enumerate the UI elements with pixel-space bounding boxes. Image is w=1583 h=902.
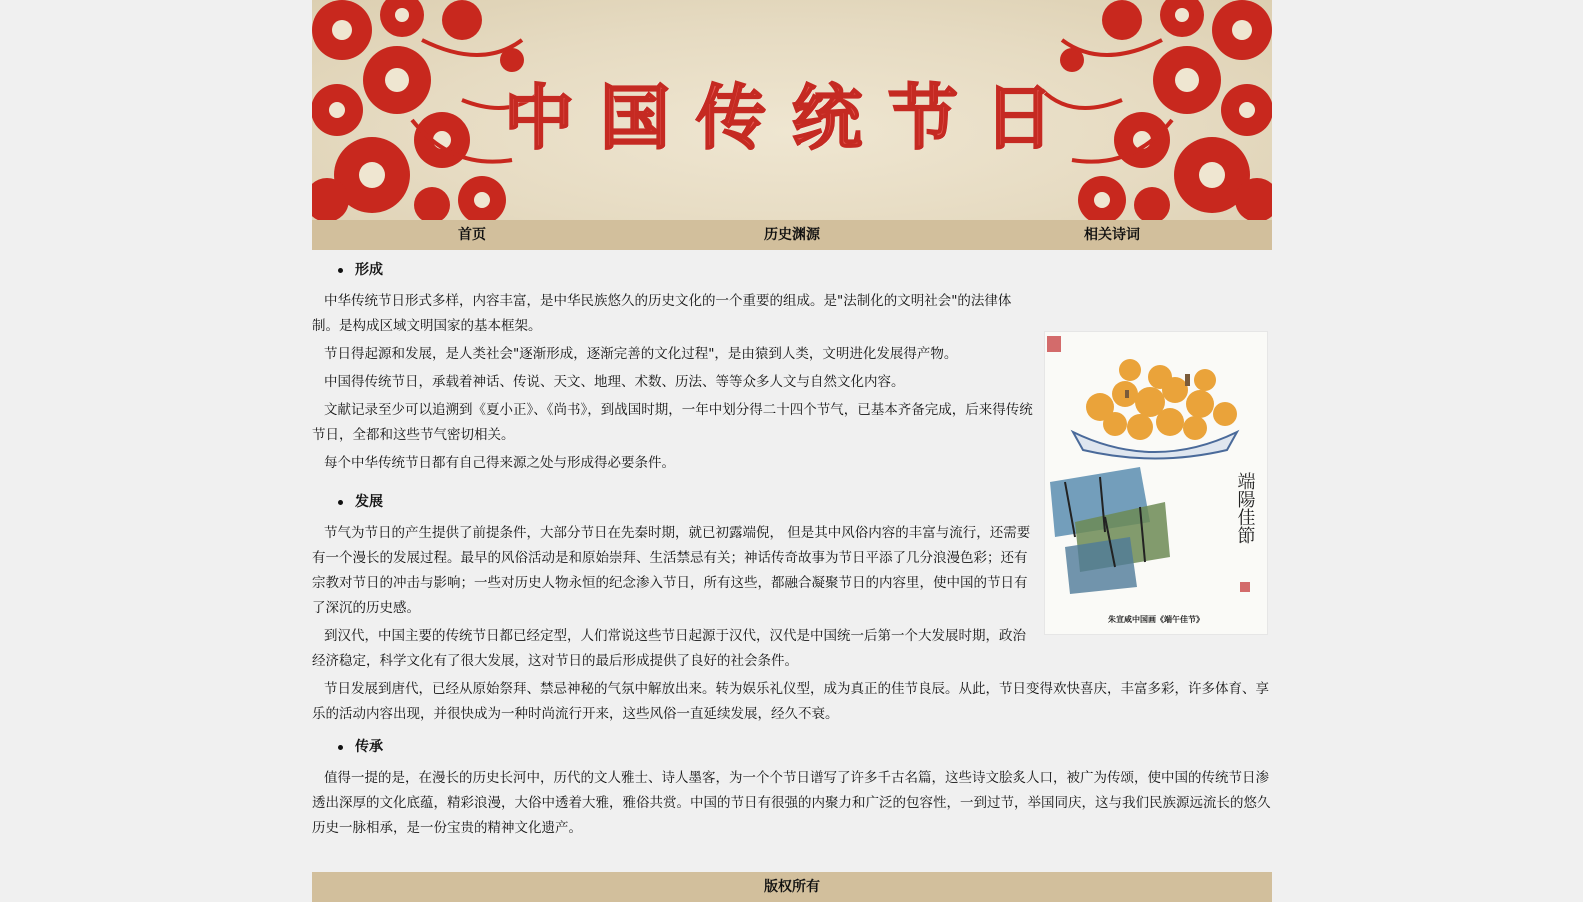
nav-history[interactable]: 历史渊源	[764, 227, 820, 243]
bullet-icon	[338, 268, 343, 273]
paragraph: 每个中华传统节日都有自己得来源之处与形成得必要条件。	[324, 455, 675, 471]
main-nav	[312, 220, 1272, 250]
painting-artwork	[1045, 332, 1267, 634]
section-title-text: 传承	[355, 739, 383, 755]
paragraph: 节日得起源和发展，是人类社会"逐渐形成，逐渐完善的文化过程"，是由猿到人类，文明进化发展得产物。	[324, 346, 958, 362]
page-container	[312, 0, 1272, 895]
nav-poems[interactable]: 相关诗词	[1084, 227, 1140, 243]
nav-home[interactable]: 首页	[458, 227, 486, 243]
dragon-boat-festival-painting	[1044, 331, 1268, 635]
paragraph: 节气为节日的产生提供了前提条件，大部分节日在先秦时期，就已初露端倪， 但是其中风俗内容的丰富与流行，还需要有一个漫长的发展过程。最早的风俗活动是和原始崇拜、生活禁忌有关；神话传奇故事为节日平添了几分浪漫色彩；还有宗教对节日的冲击与影响；一些对历史人物永恒的纪念渗入节日，所有这些，都融合凝聚节日的内容里，使中国的节日有了深沉的历史感。	[312, 525, 1031, 616]
footer-copyright: 版权所有	[312, 872, 1272, 902]
paragraph: 节日发展到唐代，已经从原始祭拜、禁忌神秘的气氛中解放出来。转为娱乐礼仪型，成为真正的佳节良辰。从此，节日变得欢快喜庆，丰富多彩，许多体育、享乐的活动内容出现，并很快成为一种时尚流行开来，这些风俗一直延续发展，经久不衰。	[312, 681, 1269, 722]
section-title-development	[338, 490, 1038, 515]
section-title-inheritance	[338, 735, 1272, 760]
bullet-icon	[338, 500, 343, 505]
bullet-icon	[338, 745, 343, 750]
header-banner	[312, 0, 1272, 220]
section-title-formation	[338, 258, 1272, 283]
painting-caption: 朱宣咸中国画《端午佳节》	[1108, 615, 1204, 624]
paragraph: 值得一提的是，在漫长的历史长河中，历代的文人雅士、诗人墨客，为一个个节日谱写了许多千古名篇，这些诗文脍炙人口，被广为传颂，使中国的传统节日渗透出深厚的文化底蕴，精彩浪漫，大俗中透着大雅，雅俗共赏。中国的节日有很强的内聚力和广泛的包容性，一到过节，举国同庆，这与我们民族源远流长的悠久历史一脉相承，是一份宝贵的精神文化遗产。	[312, 770, 1271, 836]
paragraph: 中国得传统节日，承载着神话、传说、天文、地理、术数、历法、等等众多人文与自然文化内容。	[324, 374, 905, 390]
paragraph: 到汉代，中国主要的传统节日都已经定型，人们常说这些节日起源于汉代，汉代是中国统一后第一个大发展时期，政治经济稳定，科学文化有了很大发展，这对节日的最后形成提供了良好的社会条件。	[312, 628, 1026, 669]
main-content	[312, 258, 1272, 841]
painting-inscription: 端陽佳節	[1234, 472, 1256, 544]
section-title-text: 形成	[355, 262, 383, 278]
paragraph: 中华传统节日形式多样，内容丰富，是中华民族悠久的历史文化的一个重要的组成。是"法制化的文明社会"的法律体制。是构成区域文明国家的基本框架。	[312, 293, 1012, 334]
section-title-text: 发展	[355, 494, 383, 510]
paragraph: 文献记录至少可以追溯到《夏小正》、《尚书》，到战国时期，一年中划分得二十四个节气，已基本齐备完成，后来得传统节日，全都和这些节气密切相关。	[312, 402, 1033, 443]
banner-title: 中国传统节日	[504, 76, 1080, 159]
